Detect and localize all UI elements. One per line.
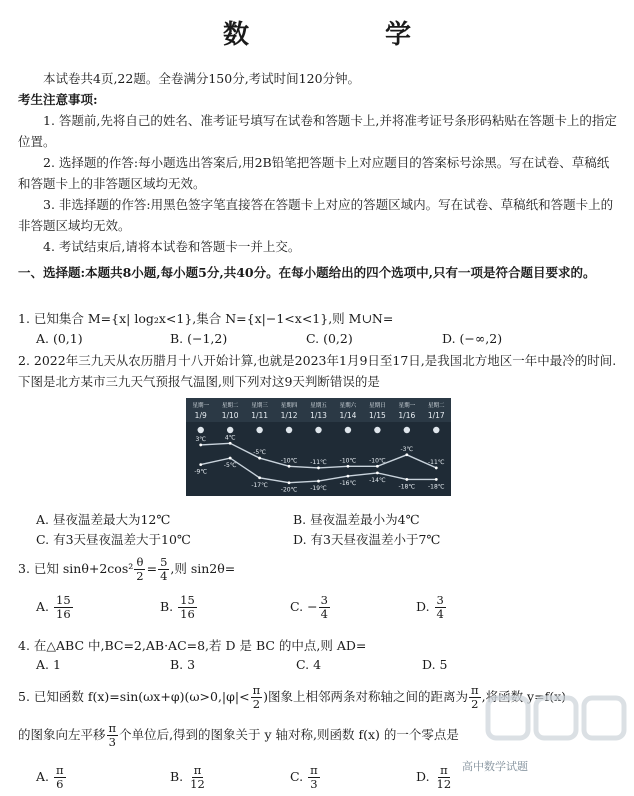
low-point xyxy=(288,481,291,484)
low-temp-label: -5℃ xyxy=(223,462,237,470)
date-label: 1/10 xyxy=(221,411,239,420)
q2-option-a: A. 昼夜温差最大为12℃ xyxy=(36,512,171,527)
low-point xyxy=(376,471,379,474)
weekday-label: 星期三 xyxy=(251,403,268,409)
high-temp-label: 3℃ xyxy=(195,435,207,443)
frac-den: 3 xyxy=(310,777,318,791)
q3-fraction-half-theta xyxy=(134,556,145,583)
option-fraction xyxy=(435,764,454,791)
date-label: 1/16 xyxy=(398,411,416,420)
high-point xyxy=(317,467,320,470)
notice-item-4: 4. 考试结束后,请将本试卷和答题卡一并上交。 xyxy=(43,239,301,254)
option-label: C. xyxy=(290,599,304,614)
frac-num: π xyxy=(471,683,479,697)
weekday-label: 星期四 xyxy=(280,403,298,409)
notice-item-2: 2. 选择题的作答:每小题选出答案后,用2B铅笔把答题卡上对应题目的答案标号涂黑。写在试卷、草稿纸和答题卡上的非答题区域均无效。 xyxy=(18,155,610,191)
frac-den: 2 xyxy=(252,697,261,711)
high-point xyxy=(258,457,261,460)
notice-item-1: 1. 答题前,先将自己的姓名、准考证号填写在试卷和答题卡上,并将准考证号条形码粘贴在答题卡上的指定位置。 xyxy=(18,113,617,149)
cloud-icon xyxy=(198,427,204,433)
low-temp-label: -14℃ xyxy=(369,476,386,484)
q1-option-b: B. (−1,2) xyxy=(170,331,228,346)
cloud-icon xyxy=(286,427,292,433)
q5-fraction-pi-over-2 xyxy=(251,684,263,711)
frac-den: 12 xyxy=(436,777,452,791)
option-fraction xyxy=(435,594,446,621)
cloud-icon xyxy=(315,427,321,433)
option-label: D. xyxy=(416,769,430,784)
frac-num: θ xyxy=(136,555,144,569)
section-heading: 一、选择题:本题共8小题,每小题5分,共40分。在每小题给出的四个选项中,只有一项是符合题目要求的。 xyxy=(18,265,596,280)
option-fraction xyxy=(178,594,197,621)
question-3-stem xyxy=(18,556,235,583)
option-sign: − xyxy=(307,599,318,614)
cloud-icon xyxy=(404,427,410,433)
frac-num: 3 xyxy=(436,593,444,607)
option-fraction xyxy=(54,764,66,791)
q4-option-a: A. 1 xyxy=(36,657,61,672)
question-2-stem: 2. 2022年三九天从农历腊月十八开始计算,也就是2023年1月9日至17日,是我国北方地区一年中最冷的时间.下图是北方某市三九天气预报气温图,则下列对这9天判断错误的是 xyxy=(18,353,617,389)
date-label: 1/11 xyxy=(251,411,269,420)
q2-option-d: D. 有3天昼夜温差小于7℃ xyxy=(293,532,441,547)
q3-option-c xyxy=(290,594,331,621)
option-label: A. xyxy=(36,769,50,784)
high-point xyxy=(347,465,350,468)
frac-den: 2 xyxy=(471,697,479,711)
high-temp-label: -10℃ xyxy=(339,457,357,465)
option-label: C. xyxy=(290,769,304,784)
q5-fraction-pi-over-2b xyxy=(469,684,481,711)
watermark-logo xyxy=(481,689,632,750)
weekday-label: 星期二 xyxy=(428,403,445,409)
question-5-stem-line2 xyxy=(18,722,459,749)
exam-intro: 本试卷共4页,22题。全卷满分150分,考试时间120分钟。 xyxy=(43,71,361,86)
high-temp-label: -10℃ xyxy=(280,457,298,465)
low-point xyxy=(258,476,261,479)
date-label: 1/15 xyxy=(368,411,386,420)
weekday-label: 星期二 xyxy=(221,403,239,409)
frac-num: 15 xyxy=(180,593,195,607)
q5-fraction-pi-over-3 xyxy=(107,722,119,749)
low-temp-label: -17℃ xyxy=(251,481,268,489)
low-point xyxy=(317,480,320,483)
notice-heading: 考生注意事项: xyxy=(18,92,98,107)
cloud-icon xyxy=(227,427,233,433)
frac-num: π xyxy=(56,763,64,777)
frac-num: 3 xyxy=(320,593,328,607)
frac-den: 6 xyxy=(56,777,64,791)
date-label: 1/9 xyxy=(194,411,207,420)
q5-option-a xyxy=(36,764,67,791)
q3-option-d xyxy=(416,594,447,621)
high-temp-label: -3℃ xyxy=(400,445,414,453)
low-point xyxy=(347,475,350,478)
high-point xyxy=(229,442,232,445)
low-temp-label: -9℃ xyxy=(194,468,208,476)
frac-den: 12 xyxy=(190,777,205,791)
high-point xyxy=(199,444,202,447)
weekday-label: 星期六 xyxy=(339,403,357,409)
q5-stem-part-e: 个单位后,得到的图象关于 y 轴对称,则函数 f(x) 的一个零点是 xyxy=(119,727,459,742)
high-temp-label: -11℃ xyxy=(428,458,445,466)
frac-den: 16 xyxy=(180,607,195,621)
q4-option-c: C. 4 xyxy=(296,657,322,672)
q3-stem-suffix: ,则 sin2θ= xyxy=(170,561,236,576)
frac-num: π xyxy=(108,721,117,735)
q3-option-a xyxy=(36,594,74,621)
weekday-label: 星期五 xyxy=(310,403,327,409)
option-fraction xyxy=(308,764,320,791)
cloud-icon xyxy=(256,427,262,433)
cloud-icon xyxy=(433,427,439,433)
q1-option-c: C. (0,2) xyxy=(306,331,353,346)
high-temp-label: -11℃ xyxy=(310,458,327,466)
option-label: A. xyxy=(36,599,50,614)
low-temp-label: -19℃ xyxy=(310,485,327,493)
q5-stem-part-a: 5. 已知函数 f(x)=sin(ωx+φ)(ω>0,|φ|< xyxy=(18,689,250,704)
option-fraction xyxy=(54,594,73,621)
date-label: 1/12 xyxy=(280,411,298,420)
low-point xyxy=(229,457,232,460)
high-point xyxy=(405,453,408,456)
q2-option-c: C. 有3天昼夜温差大于10℃ xyxy=(36,532,191,547)
q5-option-b xyxy=(170,764,208,791)
low-point xyxy=(405,478,408,481)
q5-stem-part-b: )图象上相邻两条对称轴之间的距离为 xyxy=(263,689,469,704)
weather-forecast-chart xyxy=(186,398,451,496)
watermark-text: 高中数学试题 xyxy=(462,760,528,773)
weekday-label: 星期日 xyxy=(369,403,386,409)
option-label: B. xyxy=(170,769,184,784)
q5-stem-part-d: 的图象向左平移 xyxy=(18,727,106,742)
q1-option-d: D. (−∞,2) xyxy=(442,331,503,346)
q5-option-d xyxy=(416,764,454,791)
question-4-stem: 4. 在△ABC 中,BC=2,AB·AC=8,若 D 是 BC 的中点,则 AD= xyxy=(18,638,367,653)
frac-den: 2 xyxy=(136,569,144,583)
q3-stem-prefix: 3. 已知 sinθ+2cos² xyxy=(18,561,134,576)
page-title: 数 学 xyxy=(222,20,439,50)
frac-num: π xyxy=(252,683,261,697)
q4-option-d: D. 5 xyxy=(422,657,448,672)
date-label: 1/14 xyxy=(339,411,357,420)
high-point xyxy=(435,467,438,470)
weekday-label: 星期一 xyxy=(192,403,209,409)
cloud-icon xyxy=(374,427,380,433)
high-point xyxy=(288,465,291,468)
option-fraction xyxy=(188,764,207,791)
frac-num: π xyxy=(193,763,202,777)
q2-option-b: B. 昼夜温差最小为4℃ xyxy=(293,512,420,527)
q1-option-a: A. (0,1) xyxy=(36,331,83,346)
weekday-label: 星期一 xyxy=(398,403,416,409)
high-temp-label: -5℃ xyxy=(253,449,266,457)
low-temp-label: -16℃ xyxy=(339,480,357,488)
frac-den: 4 xyxy=(436,607,444,621)
q4-option-b: B. 3 xyxy=(170,657,196,672)
date-label: 1/17 xyxy=(427,411,445,420)
frac-den: 16 xyxy=(56,607,71,621)
q5-stem-part-c: ,将函数 y=f(x) xyxy=(481,689,567,704)
frac-num: 5 xyxy=(160,555,168,569)
q3-option-b xyxy=(160,594,198,621)
high-temp-label: -10℃ xyxy=(369,457,386,465)
low-temp-label: -20℃ xyxy=(280,486,298,494)
frac-den: 3 xyxy=(108,735,116,749)
option-fraction xyxy=(319,594,330,621)
question-1-stem: 1. 已知集合 M={x| log₂x<1},集合 N={x|−1<x<1},则 M∪N= xyxy=(18,311,394,326)
option-label: D. xyxy=(416,599,430,614)
low-point xyxy=(199,463,202,466)
high-point xyxy=(376,465,379,468)
q3-fraction-five-fourths xyxy=(158,556,169,583)
low-point xyxy=(435,478,438,481)
low-temp-label: -18℃ xyxy=(398,483,416,491)
frac-num: 15 xyxy=(56,593,71,607)
frac-num: π xyxy=(440,763,448,777)
frac-num: π xyxy=(310,763,318,777)
option-label: B. xyxy=(160,599,174,614)
q3-equals: = xyxy=(146,561,158,576)
q5-option-c xyxy=(290,764,321,791)
cloud-icon xyxy=(345,427,351,433)
date-label: 1/13 xyxy=(310,411,327,420)
frac-den: 4 xyxy=(160,569,168,583)
frac-den: 4 xyxy=(320,607,328,621)
low-temp-label: -18℃ xyxy=(428,483,445,491)
notice-item-3: 3. 非选择题的作答:用黑色签字笔直接答在答题卡上对应的答题区域内。写在试卷、草稿纸和答题卡上的非答题区域均无效。 xyxy=(18,197,614,233)
high-temp-label: 4℃ xyxy=(224,434,236,442)
